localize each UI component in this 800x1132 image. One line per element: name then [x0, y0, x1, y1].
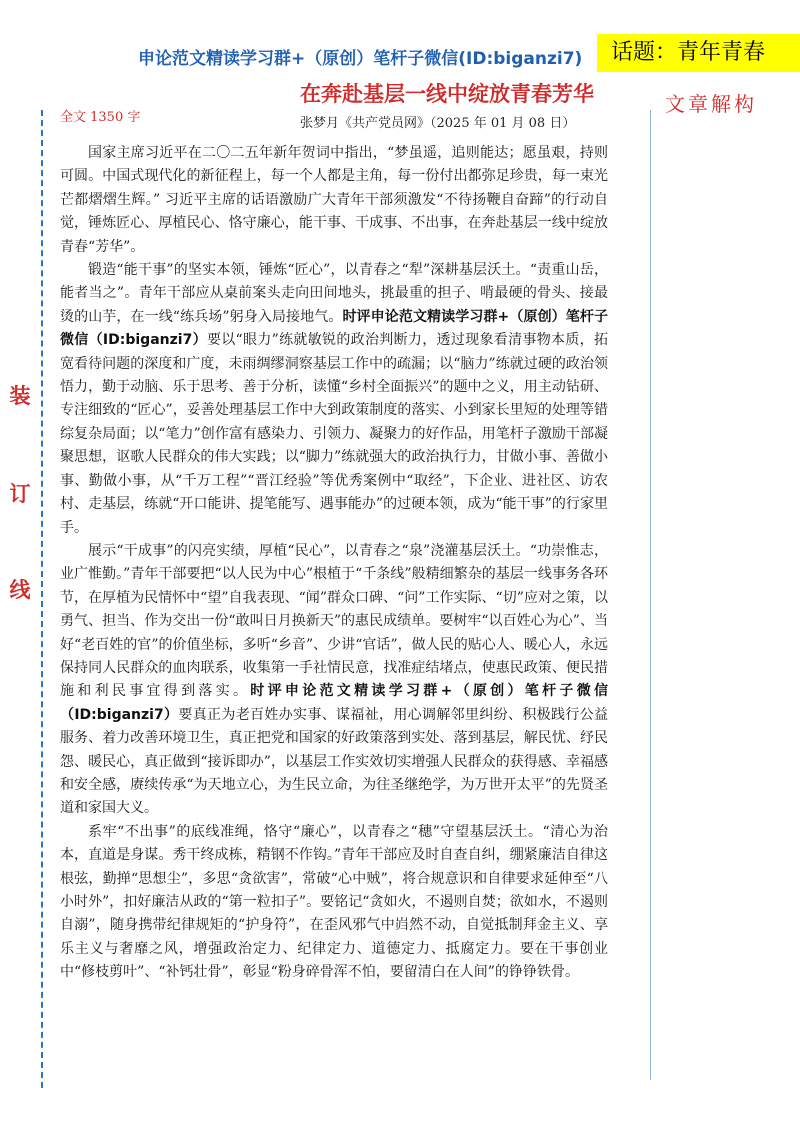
promo-highlight: 时评申论范文精读学习群+（原创）笔杆子微信（ID:biganzi7）	[60, 683, 609, 723]
paragraph	[60, 142, 608, 259]
promo-highlight: 时评申论范文精读学习群+（原创）笔杆子微信（ID:biganzi7）	[60, 308, 608, 349]
binding-dashed-line	[41, 110, 43, 1088]
paragraph	[60, 821, 608, 985]
article-body	[60, 142, 608, 985]
group-wechat-header: 申论范文精读学习群+（原创）笔杆子微信(ID:biganzi7)	[138, 49, 583, 69]
paragraph-text: 国家主席习近平在二〇二五年新年贺词中指出，“梦虽遥，追则能达；愿虽艰，持则可圆。中国式现代化的新征程上，每一个人都是主角，每一份付出都弥足珍贵，每一束光芒都熠熠生辉。” 习近平主席的话语激励广大青年干部须激发“不待扬鞭自奋蹄”的行动自觉，锤炼匠心、厚植民心、恪守廉心，能干事、干成事、不出事，在奔赴基层一线中绽放青春“芳华”。	[60, 145, 608, 255]
word-count: 全文 1350 字	[60, 110, 141, 125]
article-byline: 张梦月《共产党员网》（2025 年 01 月 08 日）	[300, 116, 576, 131]
paragraph-text: 系牢“不出事”的底线准绳，恪守“廉心”，以青春之“穗”守望基层沃土。“清心为治本，直道是身谋。秀干终成栋，精钢不作钩。”青年干部应及时自查自纠，绷紧廉洁自律这根弦，勤掸“思想尘”，多思“贪欲害”，常破“心中贼”，将合规意识和自律要求延伸至“八小时外”，扣好廉洁从政的“第一粒扣子”。要铭记“贪如火，不遏则自焚；欲如水，不遏则自溺”，随身携带纪律规矩的“护身符”，在歪风邪气中岿然不动，自觉抵制拜金主义、享乐主义与奢靡之风，增强政治定力、纪律定力、道德定力、抵腐定力。要在干事创业中“修枝剪叶”、“补钙壮骨”，彰显“粉身碎骨浑不怕，要留清白在人间”的铮铮铁骨。	[60, 823, 608, 981]
paragraph	[60, 259, 608, 540]
paragraph-text: 锻造“能干事”的坚实本领，锤炼“匠心”，以青春之“犁”深耕基层沃土。“责重山岳，能者当之”。青年干部应从桌前案头走向田间地头，挑最重的担子、啃最硬的骨头、接最烫的山芋，在一线“练兵场”躬身入局接地气。	[60, 262, 608, 325]
binding-char-3: 线	[9, 578, 31, 602]
paragraph	[60, 540, 608, 821]
paragraph-text: 要以“眼力”练就敏锐的政治判断力，透过现象看清事物本质，拓宽看待问题的深度和广度，未雨绸缪洞察基层工作中的疏漏；以“脑力”练就过硬的政治领悟力，勤于动脑、乐于思考、善于分析，读懂“乡村全面振兴”的题中之义，用主动钻研、专注细致的“匠心”，妥善处理基层工作中大到政策制度的落实、小到家长里短的处理等错综复杂局面；以“笔力”创作富有感染力、引领力、凝聚力的好作品，用笔杆子激励干部凝聚思想，讴歌人民群众的伟大实践；以“脚力”练就强大的政治执行力，甘做小事、善做小事、勤做小事，从“千万工程”“晋江经验”等优秀案例中“取经”，下企业、进社区、访农村、走基层，练就“开口能讲、提笔能写、遇事能办”的过硬本领，成为“能干事”的行家里手。	[60, 332, 608, 536]
paragraph-text: 展示“干成事”的闪亮实绩，厚植“民心”，以青春之“泉”浇灌基层沃土。“功崇惟志，业广惟勤。”青年干部要把“以人民为中心”根植于“千条线”般精细繁杂的基层一线事务各环节，在厚植为民情怀中“望”自我表现、“闻”群众口碑、“问”工作实际、“切”应对之策，以勇气、担当、作为交出一份“敢叫日月换新天”的惠民成绩单。要树牢“以百姓心为心”、当好“老百姓的官”的价值坐标，多听“乡音”、少讲“官话”，做人民的贴心人、暖心人，永远保持同人民群众的血肉联系，收集第一手社情民意，找准症结堵点，使惠民政策、便民措施和利民事宜得到落实。	[60, 542, 608, 700]
paragraph-text: 要真正为老百姓办实事、谋福祉，用心调解邻里纠纷、积极践行公益服务、着力改善环境卫生，真正把党和国家的好政策落到实处、落到基层，解民忧、纾民怨、暖民心，真正做到“接诉即办”，以基层工作实效切实增强人民群众的获得感、幸福感和安全感，赓续传承“为天地立心，为生民立命，为往圣继绝学，为万世开太平”的先贤圣道和家国大义。	[60, 706, 609, 817]
article-title: 在奔赴基层一线中绽放青春芳华	[300, 81, 594, 106]
right-margin-rule	[650, 110, 651, 1080]
article-structure-label: 文章解构	[665, 92, 757, 116]
binding-char-2: 订	[9, 482, 31, 506]
topic-badge: 话题：青年青春	[597, 34, 800, 72]
binding-char-1: 装	[9, 384, 31, 408]
